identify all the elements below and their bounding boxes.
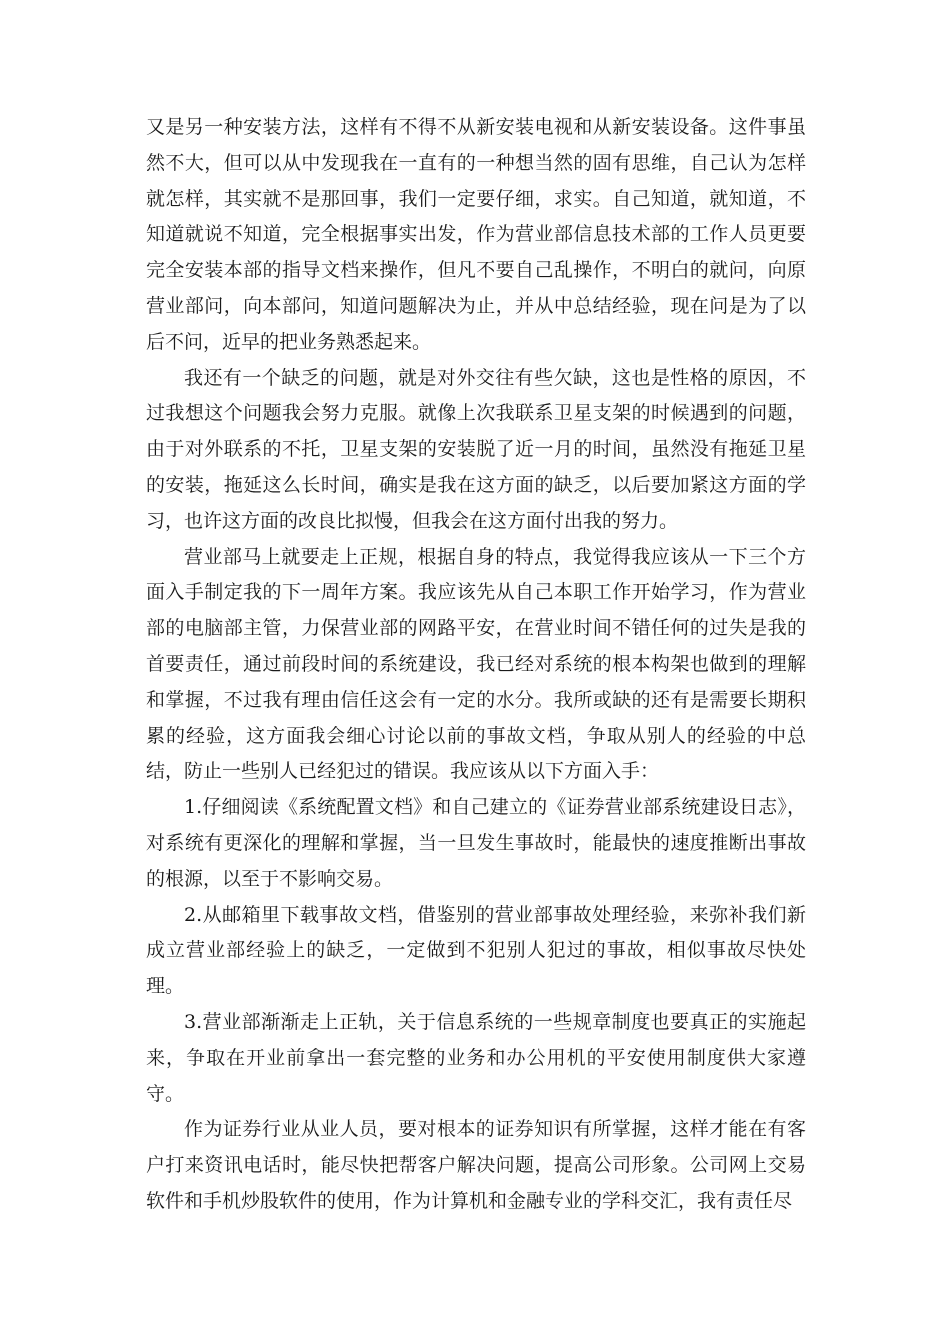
- list-item-1: 1.仔细阅读《系统配置文档》和自己建立的《证券营业部系统建设日志》，对系统有更深化的理解和掌握，当一旦发生事故时，能最快的速度推断出事故的根源，以至于不影响交易。: [146, 796, 806, 890]
- paragraph-securities-knowledge: 作为证券行业从业人员，要对根本的证券知识有所掌握，这样才能在有客户打来资讯电话时，能尽快把帮客户解决问题，提高公司形象。公司网上交易软件和手机炒股软件的使用，作为计算机和金融专业的学科交汇，我有责任尽: [146, 1118, 806, 1212]
- list-item-2: 2.从邮箱里下载事故文档，借鉴别的营业部事故处理经验，来弥补我们新成立营业部经验上的缺乏，一定做到不犯别人犯过的事故，相似事故尽快处理。: [146, 903, 806, 998]
- paragraph-communication: 我还有一个缺乏的问题，就是对外交往有些欠缺，这也是性格的原因，不过我想这个问题我会努力克服。就像上次我联系卫星支架的时候遇到的问题，由于对外联系的不托，卫星支架的安装脱了近一月的时间，虽然没有拖延卫星的安装，拖延这么长时间，确实是我在这方面的缺乏，以后要加紧这方面的学习，也许这方面的改良比拟慢，但我会在这方面付出我的努力。: [146, 366, 806, 532]
- paragraph-plan: 营业部马上就要走上正规，根据自身的特点，我觉得我应该从一下三个方面入手制定我的下一周年方案。我应该先从自己本职工作开始学习，作为营业部的电脑部主管，力保营业部的网路平安，在营业时间不错任何的过失是我的首要责任，通过前段时间的系统建设，我已经对系统的根本构架也做到的理解和掌握，不过我有理由信任这会有一定的水分。我所或缺的还有是需要长期积累的经验，这方面我会细心讨论以前的事故文档，争取从别人的经验的中总结，防止一些别人已经犯过的错误。我应该从以下方面入手：: [146, 545, 806, 783]
- document-body: [146, 110, 806, 1220]
- list-item-3: 3.营业部渐渐走上正轨，关于信息系统的一些规章制度也要真正的实施起来，争取在开业前拿出一套完整的业务和办公用机的平安使用制度供大家遵守。: [146, 1010, 806, 1105]
- paragraph-continuation: 又是另一种安装方法，这样有不得不从新安装电视和从新安装设备。这件事虽然不大，但可以从中发现我在一直有的一种想当然的固有思维，自己认为怎样就怎样，其实就不是那回事，我们一定要仔细，求实。自己知道，就知道，不知道就说不知道，完全根据事实出发，作为营业部信息技术部的工作人员更要完全安装本部的指导文档来操作，但凡不要自己乱操作，不明白的就问，向原营业部问，向本部问，知道问题解决为止，并从中总结经验，现在问是为了以后不问，近早的把业务熟悉起来。: [146, 116, 806, 353]
